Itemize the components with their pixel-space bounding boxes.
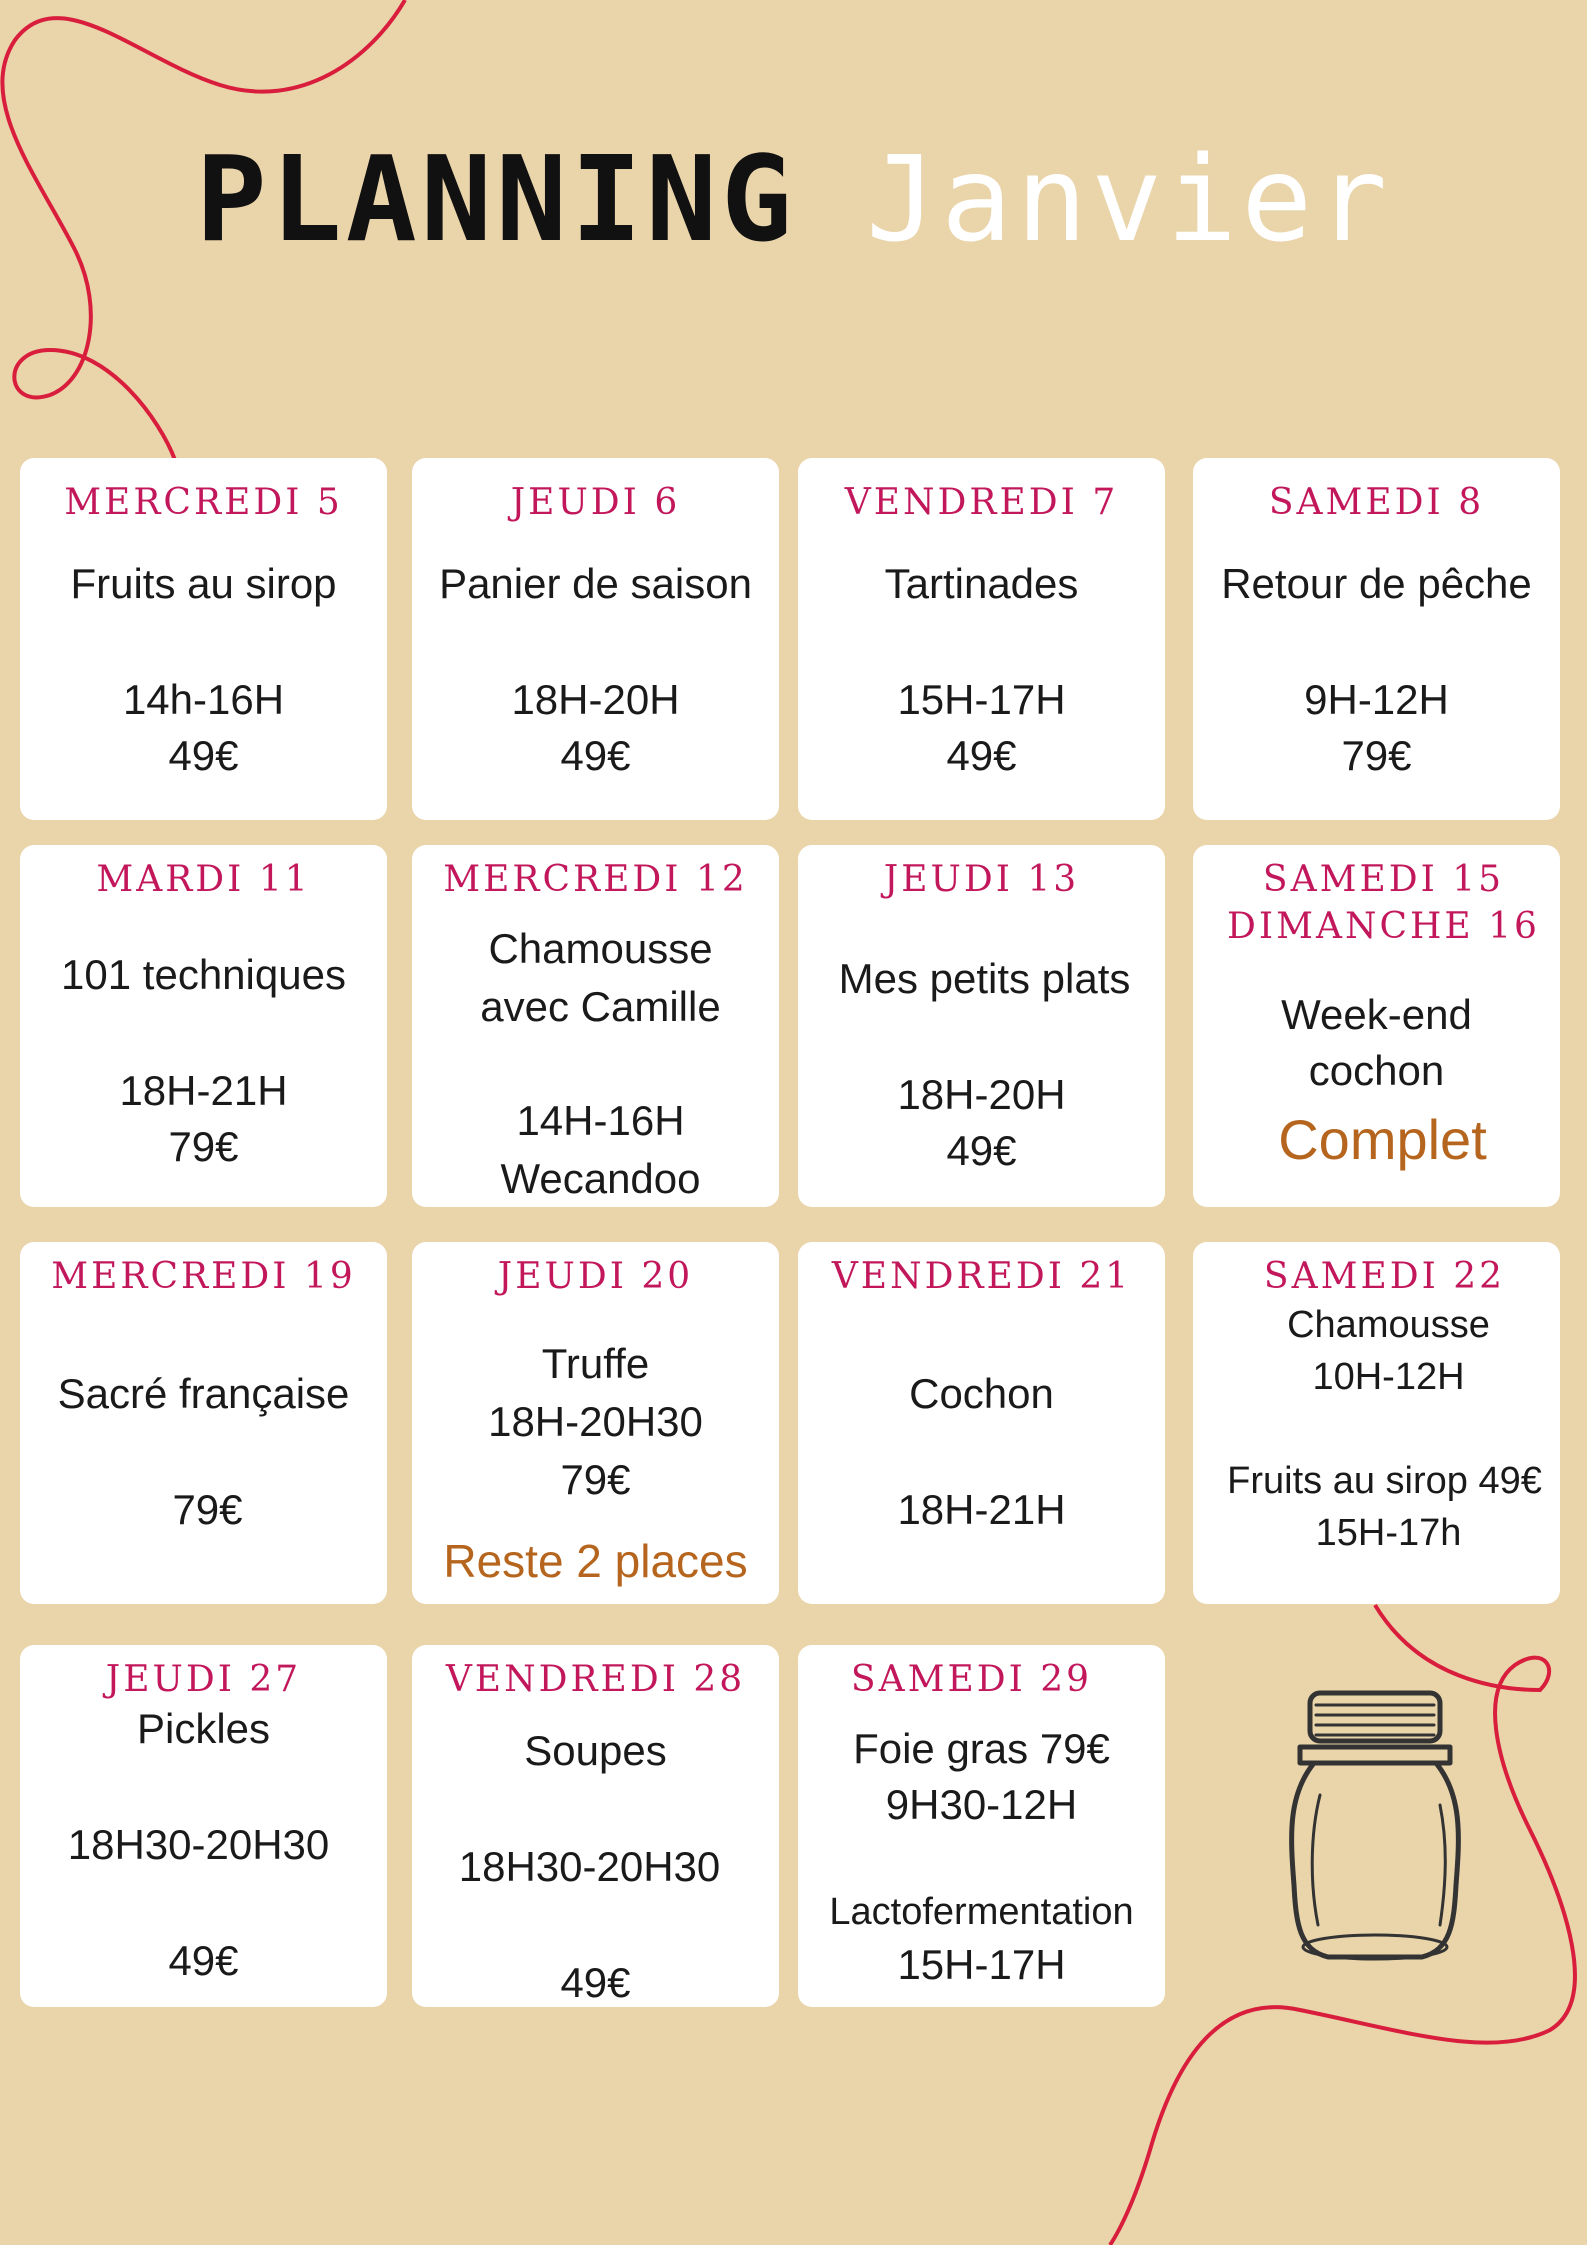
event-card-jeudi-13	[798, 845, 1165, 1207]
event-card-mercredi-19	[20, 1242, 387, 1604]
event-status-complet: Complet	[1278, 1108, 1487, 1171]
event-price: 49€	[946, 1127, 1017, 1174]
event-price: 49€	[168, 732, 239, 779]
event-time: 18H-20H30	[488, 1398, 703, 1445]
event-card-jeudi-20	[412, 1242, 779, 1604]
event-day: SAMEDI 22	[1263, 1256, 1506, 1297]
event-time: 18H-20H	[897, 1071, 1066, 1118]
event-time: 14h-16H	[122, 676, 285, 723]
event-card-jeudi-27	[20, 1645, 387, 2007]
event-card-mercredi-12	[412, 845, 779, 1207]
event-name: Cochon	[909, 1370, 1054, 1417]
mason-jar-icon	[1280, 1685, 1470, 1965]
event-price: 79€	[1341, 732, 1412, 779]
event-day: JEUDI 6	[510, 482, 681, 523]
event-card-vendredi-7	[798, 458, 1165, 820]
event-name-1: Chamousse	[1287, 1304, 1490, 1346]
event-day: MARDI 11	[96, 859, 311, 900]
event-time-2: 15H-17H	[897, 1941, 1066, 1988]
event-day-line2: DIMANCHE 16	[1227, 906, 1540, 947]
event-card-samedi-29	[798, 1645, 1165, 2007]
event-day: VENDREDI 21	[831, 1256, 1132, 1297]
event-name: Truffe	[541, 1340, 650, 1387]
event-name-line1: Week-end	[1281, 991, 1472, 1038]
event-day: JEUDI 27	[105, 1659, 302, 1700]
event-day: SAMEDI 8	[1268, 482, 1485, 523]
event-time: 9H-12H	[1304, 676, 1449, 723]
event-time: 14H-16H	[516, 1097, 685, 1144]
event-time-1: 9H30-12H	[885, 1781, 1078, 1828]
event-name: 101 techniques	[61, 951, 346, 998]
event-day: MERCREDI 19	[51, 1256, 356, 1297]
event-time: 18H30-20H30	[67, 1821, 330, 1868]
event-time: 18H-20H	[511, 676, 680, 723]
event-card-mardi-11	[20, 845, 387, 1207]
event-time-2: 15H-17h	[1315, 1512, 1462, 1554]
event-time-1: 10H-12H	[1312, 1356, 1465, 1398]
event-price: 79€	[168, 1123, 239, 1170]
event-time: 18H-21H	[897, 1486, 1066, 1533]
event-price: 79€	[560, 1456, 631, 1503]
event-day: MERCREDI 5	[64, 482, 343, 523]
event-name-line2: avec Camille	[480, 983, 721, 1030]
event-name-line2: cochon	[1308, 1047, 1445, 1094]
event-card-mercredi-5	[20, 458, 387, 820]
event-price: 49€	[946, 732, 1017, 779]
event-day: VENDREDI 7	[844, 482, 1119, 523]
event-name-2-price: Fruits au sirop 49€	[1227, 1460, 1542, 1502]
event-name-2: Lactofermentation	[829, 1891, 1134, 1933]
event-card-vendredi-21	[798, 1242, 1165, 1604]
title-month: Janvier	[866, 130, 1392, 268]
event-time: 15H-17H	[897, 676, 1066, 723]
event-day-line1: SAMEDI 15	[1262, 859, 1505, 900]
event-day: JEUDI 20	[497, 1256, 694, 1297]
event-status-places: Reste 2 places	[443, 1535, 748, 1587]
event-price: 79€	[172, 1486, 243, 1533]
event-name: Fruits au sirop	[70, 560, 337, 607]
event-time: 18H-21H	[119, 1067, 288, 1114]
event-card-samedi-8	[1193, 458, 1560, 820]
page-title	[0, 130, 1587, 268]
event-time: 18H30-20H30	[458, 1843, 721, 1890]
event-name: Tartinades	[884, 560, 1079, 607]
event-name: Sacré française	[57, 1370, 350, 1417]
title-planning: PLANNING	[195, 130, 797, 268]
event-name: Retour de pêche	[1221, 560, 1532, 607]
event-name: Soupes	[524, 1727, 667, 1774]
event-name-line1: Chamousse	[488, 925, 713, 972]
event-card-samedi-15	[1193, 845, 1560, 1207]
event-place: Wecandoo	[500, 1155, 701, 1202]
event-card-samedi-22	[1193, 1242, 1560, 1604]
event-price: 49€	[560, 732, 631, 779]
event-name: Panier de saison	[439, 560, 752, 607]
event-day: SAMEDI 29	[850, 1659, 1093, 1700]
event-card-jeudi-6	[412, 458, 779, 820]
event-price: 49€	[168, 1937, 239, 1984]
event-day: JEUDI 13	[883, 859, 1080, 900]
event-day: VENDREDI 28	[445, 1659, 746, 1700]
event-name: Mes petits plats	[838, 955, 1131, 1002]
event-day: MERCREDI 12	[443, 859, 748, 900]
event-name-1-price: Foie gras 79€	[853, 1725, 1110, 1772]
event-card-vendredi-28	[412, 1645, 779, 2007]
event-price: 49€	[560, 1959, 631, 2006]
event-name: Pickles	[136, 1705, 271, 1752]
